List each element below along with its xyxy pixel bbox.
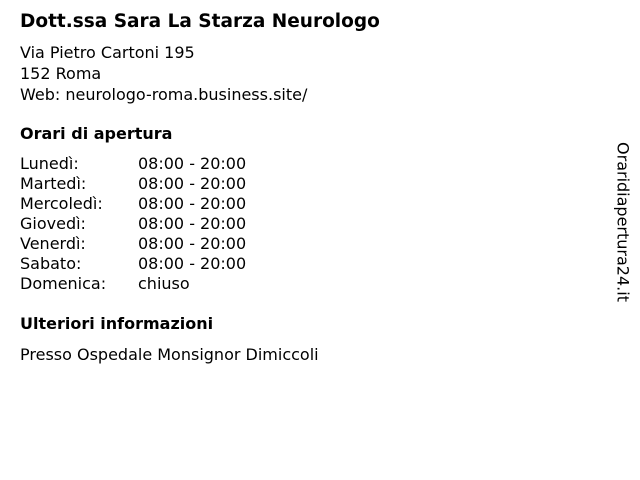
- page-title: Dott.ssa Sara La Starza Neurologo: [20, 11, 380, 32]
- day-label: Giovedì:: [20, 214, 86, 233]
- opening-hours-heading: Orari di apertura: [20, 124, 173, 143]
- hours-value: 08:00 - 20:00: [138, 194, 247, 213]
- hours-value: 08:00 - 20:00: [138, 234, 247, 253]
- website-link[interactable]: Web: neurologo-roma.business.site/: [20, 85, 308, 104]
- day-label: Sabato:: [20, 254, 82, 273]
- hours-value: 08:00 - 20:00: [138, 174, 247, 193]
- additional-info-text: Presso Ospedale Monsignor Dimiccoli: [20, 345, 319, 364]
- hours-row-friday: [20, 234, 320, 254]
- hours-row-wednesday: [20, 194, 320, 214]
- hours-row-sunday: [20, 274, 320, 294]
- hours-row-thursday: [20, 214, 320, 234]
- day-label: Domenica:: [20, 274, 107, 293]
- address-city: 152 Roma: [20, 64, 102, 83]
- additional-info-heading: Ulteriori informazioni: [20, 314, 214, 333]
- hours-value: 08:00 - 20:00: [138, 214, 247, 233]
- brand-watermark: Oraridiapertura24.it: [613, 142, 633, 302]
- hours-value: 08:00 - 20:00: [138, 154, 247, 173]
- hours-value: 08:00 - 20:00: [138, 254, 247, 273]
- day-label: Lunedì:: [20, 154, 79, 173]
- hours-row-monday: [20, 154, 320, 174]
- hours-value: chiuso: [138, 274, 190, 293]
- hours-row-tuesday: [20, 174, 320, 194]
- day-label: Mercoledì:: [20, 194, 103, 213]
- day-label: Venerdì:: [20, 234, 86, 253]
- hours-row-saturday: [20, 254, 320, 274]
- day-label: Martedì:: [20, 174, 87, 193]
- address-street: Via Pietro Cartoni 195: [20, 43, 195, 62]
